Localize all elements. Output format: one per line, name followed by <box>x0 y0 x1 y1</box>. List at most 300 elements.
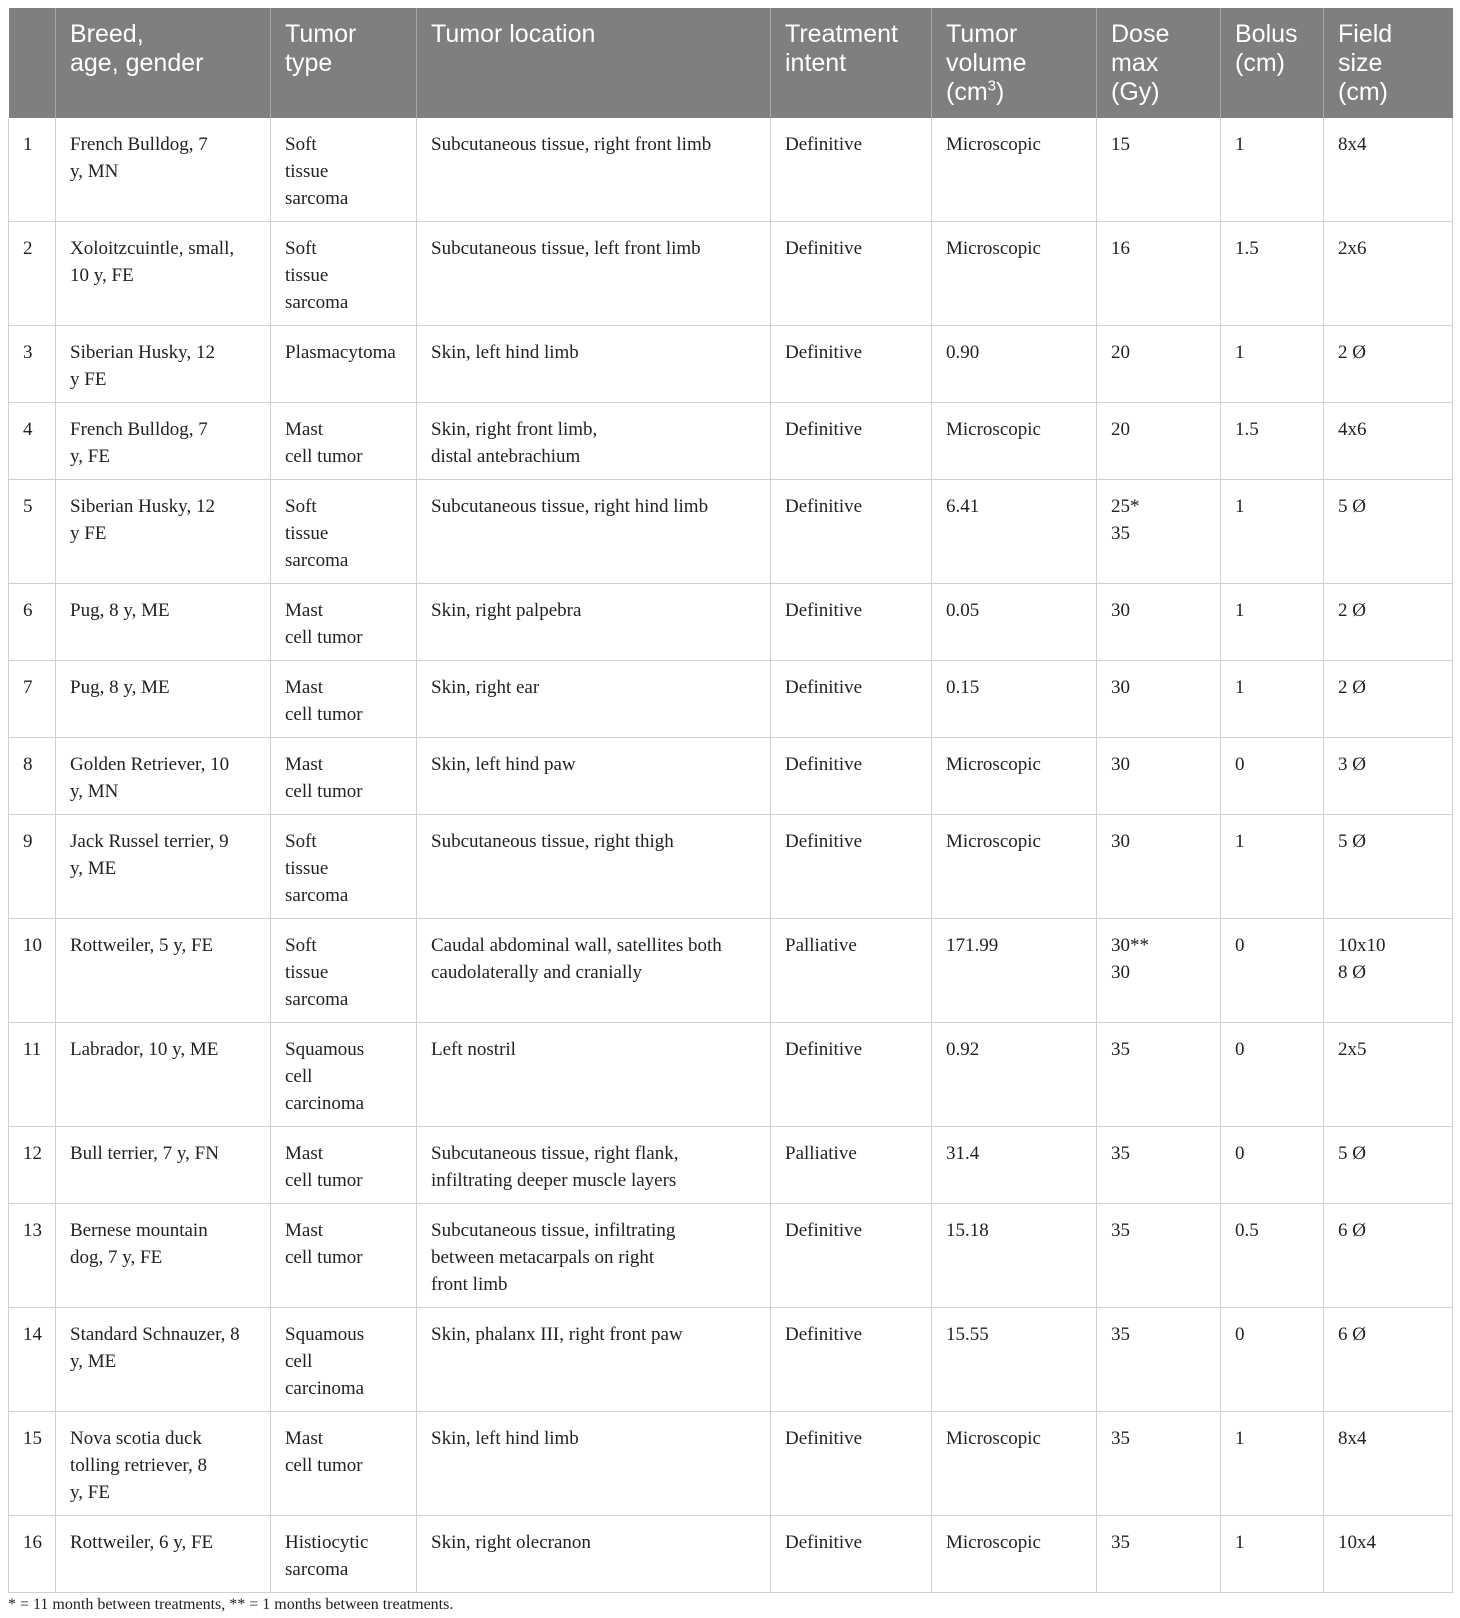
cell-dose <box>1097 919 1221 1023</box>
cell-bolus: 1 <box>1221 815 1324 919</box>
header-tumor-type <box>271 8 417 118</box>
cell-tumor-type-line: sarcoma <box>285 885 349 906</box>
table-row <box>9 919 1453 1023</box>
table-row <box>9 1204 1453 1308</box>
cell-tumor-type-line: sarcoma <box>285 292 349 313</box>
cell-volume: Microscopic <box>932 222 1097 326</box>
cell-dose <box>1097 403 1221 480</box>
cell-breed <box>56 919 271 1023</box>
table-row <box>9 738 1453 815</box>
cell-breed <box>56 480 271 584</box>
cell-dose <box>1097 480 1221 584</box>
cell-field-line: 6 Ø <box>1338 1324 1366 1345</box>
cell-tumor-type <box>271 1516 417 1593</box>
cell-bolus: 0 <box>1221 1127 1324 1204</box>
cell-breed-line: y FE <box>70 369 107 390</box>
header-bolus-line-2: (cm) <box>1235 49 1285 77</box>
cell-location-line: Subcutaneous tissue, right thigh <box>431 831 674 852</box>
header-row <box>9 8 1453 118</box>
cell-intent: Definitive <box>771 1412 932 1516</box>
header-location <box>417 8 771 118</box>
cell-field-line: 3 Ø <box>1338 754 1366 775</box>
header-bolus <box>1221 8 1324 118</box>
cell-location <box>417 480 771 584</box>
cell-location <box>417 1204 771 1308</box>
header-tumor-type-line-1: Tumor <box>285 20 357 48</box>
cell-breed-line: French Bulldog, 7 <box>70 419 208 440</box>
cell-field-line: 2x5 <box>1338 1039 1367 1060</box>
cell-tumor-type-line: Mast <box>285 677 323 698</box>
cell-intent: Definitive <box>771 1023 932 1127</box>
table-row <box>9 1023 1453 1127</box>
cell-num: 11 <box>9 1023 56 1127</box>
cell-breed-line: dog, 7 y, FE <box>70 1247 163 1268</box>
cell-breed-line: Rottweiler, 5 y, FE <box>70 935 214 956</box>
cell-breed <box>56 1516 271 1593</box>
cell-location <box>417 815 771 919</box>
table-row <box>9 222 1453 326</box>
cell-breed-line: Standard Schnauzer, 8 <box>70 1324 240 1345</box>
cell-tumor-type-line: Squamous <box>285 1324 365 1345</box>
cell-field <box>1324 738 1453 815</box>
table-row <box>9 403 1453 480</box>
header-volume-close: ) <box>996 78 1005 106</box>
cell-intent: Definitive <box>771 738 932 815</box>
cell-field-line: 10x4 <box>1338 1532 1376 1553</box>
table-row <box>9 815 1453 919</box>
cell-tumor-type-line: cell tumor <box>285 781 363 802</box>
cell-dose <box>1097 326 1221 403</box>
cell-field <box>1324 326 1453 403</box>
cell-bolus: 0 <box>1221 1023 1324 1127</box>
cell-breed <box>56 738 271 815</box>
cell-location <box>417 403 771 480</box>
cell-breed-line: Siberian Husky, 12 <box>70 496 215 517</box>
cell-intent: Palliative <box>771 1127 932 1204</box>
cell-intent: Definitive <box>771 815 932 919</box>
cell-bolus: 0 <box>1221 919 1324 1023</box>
cell-num: 6 <box>9 584 56 661</box>
cell-dose <box>1097 815 1221 919</box>
table-row <box>9 584 1453 661</box>
cell-breed <box>56 403 271 480</box>
cell-tumor-type-line: cell tumor <box>285 1247 363 1268</box>
cell-breed <box>56 584 271 661</box>
cell-location-line: Subcutaneous tissue, right hind limb <box>431 496 709 517</box>
table-row <box>9 1127 1453 1204</box>
table-row <box>9 1412 1453 1516</box>
cell-location-line: Subcutaneous tissue, infiltrating <box>431 1220 676 1241</box>
header-volume-unit: (cm <box>946 78 988 106</box>
cell-bolus: 0 <box>1221 738 1324 815</box>
cell-volume: 0.90 <box>932 326 1097 403</box>
cell-volume: 15.18 <box>932 1204 1097 1308</box>
cell-num: 1 <box>9 118 56 222</box>
cell-bolus: 1 <box>1221 1412 1324 1516</box>
cell-tumor-type <box>271 661 417 738</box>
cell-num: 10 <box>9 919 56 1023</box>
cell-breed <box>56 326 271 403</box>
cell-volume: 171.99 <box>932 919 1097 1023</box>
cell-field <box>1324 815 1453 919</box>
cell-dose-line: 35 <box>1111 523 1130 544</box>
cell-bolus: 0 <box>1221 1308 1324 1412</box>
cell-tumor-type-line: tissue <box>285 962 329 983</box>
cell-tumor-type <box>271 1412 417 1516</box>
cell-breed-line: Jack Russel terrier, 9 <box>70 831 229 852</box>
cell-dose-line: 20 <box>1111 419 1130 440</box>
cell-tumor-type-line: Soft <box>285 238 317 259</box>
cell-volume: Microscopic <box>932 118 1097 222</box>
cell-breed-line: Rottweiler, 6 y, FE <box>70 1532 214 1553</box>
cell-field <box>1324 118 1453 222</box>
cell-field <box>1324 1204 1453 1308</box>
cell-tumor-type-line: cell tumor <box>285 627 363 648</box>
cell-breed-line: y FE <box>70 523 107 544</box>
cell-field-line: 5 Ø <box>1338 831 1366 852</box>
cell-intent: Definitive <box>771 1516 932 1593</box>
table-row <box>9 118 1453 222</box>
header-volume <box>932 8 1097 118</box>
cell-location <box>417 1308 771 1412</box>
cell-num: 16 <box>9 1516 56 1593</box>
table-row <box>9 661 1453 738</box>
cell-tumor-type-line: tissue <box>285 523 329 544</box>
cell-breed <box>56 1308 271 1412</box>
cell-location-line: Subcutaneous tissue, right front limb <box>431 134 712 155</box>
cell-location-line: distal antebrachium <box>431 446 581 467</box>
cell-field-line: 4x6 <box>1338 419 1367 440</box>
cell-dose <box>1097 118 1221 222</box>
cell-intent: Definitive <box>771 403 932 480</box>
cell-dose-line: 35 <box>1111 1220 1130 1241</box>
cell-field-line: 2 Ø <box>1338 600 1366 621</box>
cell-tumor-type <box>271 738 417 815</box>
cell-location <box>417 1516 771 1593</box>
cell-tumor-type-line: Squamous <box>285 1039 365 1060</box>
cell-bolus: 1 <box>1221 661 1324 738</box>
cell-intent: Definitive <box>771 661 932 738</box>
cell-dose <box>1097 1516 1221 1593</box>
cell-field-line: 2 Ø <box>1338 342 1366 363</box>
header-bolus-line-1: Bolus <box>1235 20 1298 48</box>
cell-volume: 6.41 <box>932 480 1097 584</box>
header-volume-exponent: 3 <box>987 77 996 95</box>
cell-tumor-type <box>271 1023 417 1127</box>
cell-breed <box>56 1412 271 1516</box>
cell-tumor-type <box>271 480 417 584</box>
cell-tumor-type <box>271 222 417 326</box>
cell-tumor-type-line: Mast <box>285 1220 323 1241</box>
cell-tumor-type-line: Plasmacytoma <box>285 342 396 363</box>
cell-dose <box>1097 1308 1221 1412</box>
cell-volume: 15.55 <box>932 1308 1097 1412</box>
cell-field <box>1324 222 1453 326</box>
cell-tumor-type-line: Soft <box>285 496 317 517</box>
cell-field-line: 8 Ø <box>1338 962 1366 983</box>
cell-num: 14 <box>9 1308 56 1412</box>
cell-tumor-type-line: tissue <box>285 161 329 182</box>
cell-breed-line: y, ME <box>70 1351 117 1372</box>
cell-bolus: 0.5 <box>1221 1204 1324 1308</box>
cell-field <box>1324 584 1453 661</box>
cell-tumor-type-line: cell tumor <box>285 1455 363 1476</box>
cell-breed-line: Xoloitzcuintle, small, <box>70 238 235 259</box>
cell-field <box>1324 1023 1453 1127</box>
cell-tumor-type <box>271 1308 417 1412</box>
cell-tumor-type-line: Mast <box>285 754 323 775</box>
cell-location-line: Subcutaneous tissue, left front limb <box>431 238 701 259</box>
header-field-line-3: (cm) <box>1338 78 1388 106</box>
cell-location-line: Skin, right front limb, <box>431 419 598 440</box>
cell-tumor-type <box>271 403 417 480</box>
cell-intent: Definitive <box>771 584 932 661</box>
cell-dose <box>1097 222 1221 326</box>
cell-tumor-type-line: carcinoma <box>285 1378 365 1399</box>
cell-dose-line: 35 <box>1111 1428 1130 1449</box>
cell-tumor-type-line: Mast <box>285 1143 323 1164</box>
cell-location <box>417 1127 771 1204</box>
cell-volume: Microscopic <box>932 815 1097 919</box>
cell-location <box>417 222 771 326</box>
cell-location-line: Skin, right olecranon <box>431 1532 591 1553</box>
cell-location <box>417 1023 771 1127</box>
cell-breed-line: 10 y, FE <box>70 265 134 286</box>
cell-breed <box>56 1127 271 1204</box>
cell-num: 2 <box>9 222 56 326</box>
header-num <box>9 8 56 118</box>
cell-location <box>417 738 771 815</box>
table-row <box>9 326 1453 403</box>
cell-breed-line: y, MN <box>70 161 119 182</box>
cell-intent: Definitive <box>771 118 932 222</box>
cell-breed <box>56 1023 271 1127</box>
cell-dose <box>1097 661 1221 738</box>
cell-tumor-type-line: Soft <box>285 831 317 852</box>
header-intent-line-2: intent <box>785 49 847 77</box>
cell-breed <box>56 118 271 222</box>
cell-location-line: caudolaterally and cranially <box>431 962 643 983</box>
header-dose-line-2: max <box>1111 49 1159 77</box>
cell-location <box>417 661 771 738</box>
cell-volume: Microscopic <box>932 403 1097 480</box>
cell-num: 9 <box>9 815 56 919</box>
header-field-line-2: size <box>1338 49 1383 77</box>
cell-tumor-type <box>271 919 417 1023</box>
cell-volume: 0.92 <box>932 1023 1097 1127</box>
cell-dose-line: 30 <box>1111 600 1130 621</box>
cell-bolus: 1 <box>1221 1516 1324 1593</box>
cell-tumor-type-line: Soft <box>285 935 317 956</box>
cell-location-line: between metacarpals on right <box>431 1247 655 1268</box>
header-breed-line-2: age, gender <box>70 49 204 77</box>
header-location-line-1: Tumor location <box>431 20 596 48</box>
table-row <box>9 1308 1453 1412</box>
cell-tumor-type-line: Soft <box>285 134 317 155</box>
cell-dose-line: 35 <box>1111 1324 1130 1345</box>
cell-tumor-type-line: cell <box>285 1351 313 1372</box>
cell-volume: 0.15 <box>932 661 1097 738</box>
cell-location-line: Skin, left hind limb <box>431 342 579 363</box>
cell-field-line: 10x10 <box>1338 935 1386 956</box>
cell-breed-line: Bernese mountain <box>70 1220 208 1241</box>
header-dose-line-1: Dose <box>1111 20 1170 48</box>
cell-breed-line: tolling retriever, 8 <box>70 1455 207 1476</box>
cell-num: 13 <box>9 1204 56 1308</box>
cell-location <box>417 326 771 403</box>
cell-tumor-type-line: carcinoma <box>285 1093 365 1114</box>
cell-tumor-type <box>271 1127 417 1204</box>
cell-intent: Definitive <box>771 480 932 584</box>
cell-tumor-type-line: cell <box>285 1066 313 1087</box>
cell-intent: Definitive <box>771 222 932 326</box>
cell-intent: Definitive <box>771 1308 932 1412</box>
cell-breed-line: French Bulldog, 7 <box>70 134 208 155</box>
cell-breed-line: Golden Retriever, 10 <box>70 754 230 775</box>
cell-tumor-type-line: sarcoma <box>285 550 349 571</box>
cell-breed <box>56 1204 271 1308</box>
header-intent-line-1: Treatment <box>785 20 899 48</box>
header-dose <box>1097 8 1221 118</box>
cell-location <box>417 1412 771 1516</box>
cell-breed-line: Bull terrier, 7 y, FN <box>70 1143 219 1164</box>
cell-breed-line: Siberian Husky, 12 <box>70 342 215 363</box>
cell-num: 15 <box>9 1412 56 1516</box>
cell-num: 7 <box>9 661 56 738</box>
cell-field-line: 8x4 <box>1338 1428 1367 1449</box>
cell-bolus: 1 <box>1221 118 1324 222</box>
cell-bolus: 1 <box>1221 326 1324 403</box>
header-field <box>1324 8 1453 118</box>
cell-dose-line: 35 <box>1111 1039 1130 1060</box>
cell-breed-line: y, FE <box>70 446 110 467</box>
cell-dose-line: 16 <box>1111 238 1130 259</box>
header-tumor-type-line-2: type <box>285 49 333 77</box>
cell-location-line: Skin, phalanx III, right front paw <box>431 1324 683 1345</box>
cell-tumor-type <box>271 326 417 403</box>
cell-tumor-type-line: Mast <box>285 600 323 621</box>
cell-intent: Definitive <box>771 1204 932 1308</box>
cell-field-line: 8x4 <box>1338 134 1367 155</box>
cell-num: 3 <box>9 326 56 403</box>
cell-dose <box>1097 1023 1221 1127</box>
cell-field <box>1324 1516 1453 1593</box>
header-breed-line-1: Breed, <box>70 20 144 48</box>
cell-field <box>1324 480 1453 584</box>
header-intent <box>771 8 932 118</box>
cell-location-line: Caudal abdominal wall, satellites both <box>431 935 722 956</box>
cell-tumor-type <box>271 1204 417 1308</box>
cell-bolus: 1.5 <box>1221 403 1324 480</box>
cell-dose <box>1097 1412 1221 1516</box>
cell-volume: 31.4 <box>932 1127 1097 1204</box>
table-body <box>9 118 1453 1593</box>
cell-location-line: Left nostril <box>431 1039 516 1060</box>
cell-tumor-type-line: tissue <box>285 858 329 879</box>
cell-field <box>1324 1308 1453 1412</box>
cell-location <box>417 584 771 661</box>
cell-volume: Microscopic <box>932 1412 1097 1516</box>
cell-breed-line: y, FE <box>70 1482 110 1503</box>
cell-dose-line: 25* <box>1111 496 1140 517</box>
cell-breed-line: y, MN <box>70 781 119 802</box>
cell-tumor-type-line: Mast <box>285 1428 323 1449</box>
cell-location-line: Skin, right palpebra <box>431 600 582 621</box>
cell-dose-line: 30 <box>1111 831 1130 852</box>
header-volume-line-1: Tumor <box>946 20 1018 48</box>
cell-field <box>1324 403 1453 480</box>
cell-field-line: 5 Ø <box>1338 496 1366 517</box>
cell-intent: Definitive <box>771 326 932 403</box>
cell-location-line: infiltrating deeper muscle layers <box>431 1170 677 1191</box>
cell-location-line: Subcutaneous tissue, right flank, <box>431 1143 679 1164</box>
cell-breed <box>56 222 271 326</box>
cell-dose <box>1097 1204 1221 1308</box>
cell-field <box>1324 1127 1453 1204</box>
cell-breed-line: Labrador, 10 y, ME <box>70 1039 219 1060</box>
cell-tumor-type-line: sarcoma <box>285 1559 349 1580</box>
cell-tumor-type <box>271 584 417 661</box>
cell-tumor-type <box>271 118 417 222</box>
table-row <box>9 480 1453 584</box>
cell-location-line: Skin, left hind limb <box>431 1428 579 1449</box>
cell-field-line: 5 Ø <box>1338 1143 1366 1164</box>
header-volume-line-3 <box>946 78 1082 107</box>
header-field-line-1: Field <box>1338 20 1393 48</box>
data-table <box>8 8 1453 1593</box>
table-container <box>8 8 1452 1593</box>
cell-field-line: 6 Ø <box>1338 1220 1366 1241</box>
cell-breed-line: Nova scotia duck <box>70 1428 202 1449</box>
header-breed <box>56 8 271 118</box>
cell-num: 5 <box>9 480 56 584</box>
cell-bolus: 1 <box>1221 584 1324 661</box>
cell-field <box>1324 1412 1453 1516</box>
header-dose-line-3: (Gy) <box>1111 78 1160 106</box>
cell-dose <box>1097 1127 1221 1204</box>
cell-tumor-type-line: cell tumor <box>285 446 363 467</box>
cell-tumor-type-line: Mast <box>285 419 323 440</box>
cell-bolus: 1.5 <box>1221 222 1324 326</box>
cell-breed <box>56 661 271 738</box>
table-header <box>9 8 1453 118</box>
header-volume-line-2: volume <box>946 49 1027 77</box>
cell-breed-line: y, ME <box>70 858 117 879</box>
cell-dose-line: 15 <box>1111 134 1130 155</box>
cell-field-line: 2 Ø <box>1338 677 1366 698</box>
cell-location <box>417 118 771 222</box>
cell-dose-line: 30 <box>1111 962 1130 983</box>
cell-intent: Palliative <box>771 919 932 1023</box>
cell-dose <box>1097 738 1221 815</box>
cell-dose <box>1097 584 1221 661</box>
table-row <box>9 1516 1453 1593</box>
cell-volume: 0.05 <box>932 584 1097 661</box>
cell-field-line: 2x6 <box>1338 238 1367 259</box>
cell-breed-line: Pug, 8 y, ME <box>70 677 170 698</box>
cell-dose-line: 30** <box>1111 935 1149 956</box>
cell-dose-line: 30 <box>1111 677 1130 698</box>
cell-dose-line: 35 <box>1111 1143 1130 1164</box>
cell-num: 12 <box>9 1127 56 1204</box>
cell-tumor-type-line: cell tumor <box>285 1170 363 1191</box>
cell-dose-line: 35 <box>1111 1532 1130 1553</box>
cell-num: 4 <box>9 403 56 480</box>
cell-breed <box>56 815 271 919</box>
cell-dose-line: 30 <box>1111 754 1130 775</box>
cell-num: 8 <box>9 738 56 815</box>
cell-field <box>1324 661 1453 738</box>
